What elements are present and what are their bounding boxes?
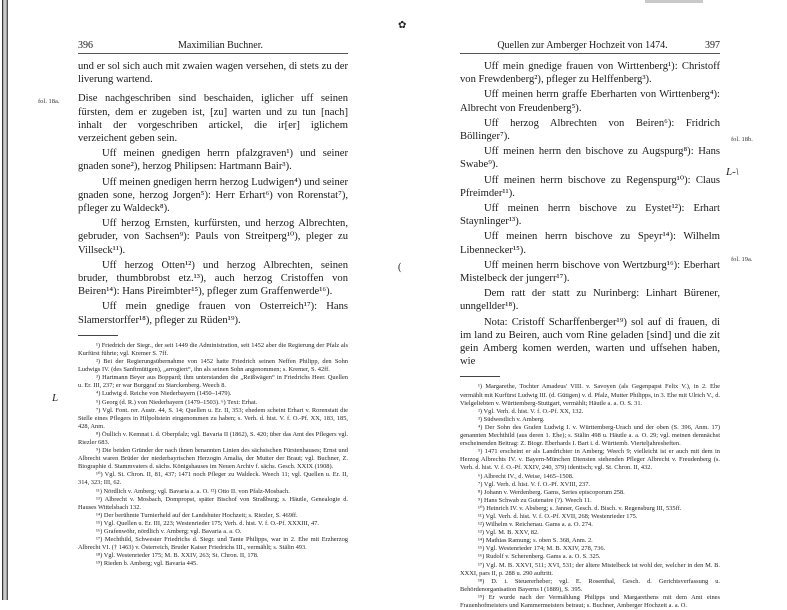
paragraph: Dem ratt der statt zu Nurinberg: Linhart Bürener, unngellder¹⁸). <box>460 288 720 313</box>
footnote: ¹²) Wilhelm v. Reichenau. Gams a. a. O. 274. <box>478 521 593 529</box>
paragraph: Uff meinen herrn bischove zu Eystet¹²): Erhart Staynlinger¹³). <box>460 203 720 228</box>
paragraph: Uff mein gnedige frauen von Wirttenberg¹): Christoff von Frewdenberg²), pfleger zu Helffenberg³). <box>460 61 720 86</box>
left-page <box>78 40 348 568</box>
footnote: ⁷) Vgl. Font. rer. Austr. 44, S. 14; Quellen u. Er. II, 353; ehedem scheint Erhart v. Rorenstatt die Stelle eines Pflegers in Hilpoltstein eingenommen zu haben; s. Verh. d. hist. V. f. O.-Pf. XX, 183, 185, 428, Anm. <box>78 406 348 430</box>
footnote: ⁸) Johann v. Werdenberg. Gams, Series episcoporum 258. <box>478 488 625 496</box>
footnote: ⁴) Der Sohn des Grafen Ludwig I. v. Württemberg-Urach und der oben (S. 396, Anm. 17) genannten Mechthild (aus deren 1. Ehe); s. Stälin 498 u. Häutle a. a. O. 29; vgl. meinen demnächst erscheinenden Beitrag: Z. Biogr. Eberhards I. Bart i. d. Württemb. Vierteljahresheften. <box>460 423 720 448</box>
running-head-title: Quellen zur Amberger Hochzeit von 1474. <box>497 40 668 51</box>
paragraph: Uff meinen gnedigen herrn herzog Ludwigen⁴) und seiner gnaden sone, herzog Jorgen⁵): Herr Erhart⁶) von Rorenstat⁷), pfleger zu Waldeck⁸). <box>78 176 348 215</box>
book-binding-edge <box>2 0 8 600</box>
footnote: ⁷) Vgl. Verh. d. hist. V. f. O.-Pf. XVIII, 237. <box>478 480 590 488</box>
page-number: 396 <box>78 40 93 51</box>
running-head-title: Maximilian Buchner. <box>178 40 263 51</box>
paragraph: Dise nachgeschriben sind beschaiden, iglicher uff seinen fürsten, dem er zugeben ist, [zu] warten und zu tun [nach] inhalt der vorgeschriben artickel, die ir[er] iglichem verzeichent geben sein. <box>78 93 348 145</box>
paragraph: Uff meinen herrn bischove von Wertzburg¹⁶): Eberhart Mistelbeck der jungerr¹⁷). <box>460 259 720 285</box>
footnote: ²) Vgl. Verh. d. hist. V. f. O.-Pf. XX, 132. <box>478 407 584 415</box>
footnote: ⁹) Die beiden Gründer der nach ihnen benannten Linien des sächsischen Fürstenhauses; Ernst und Albrecht waren Brüder der niederbayrischen Herzogin Amalia, der Mutter der Braut; vgl. Buchner, Z. Biographie d. Stammvaters d. sächs. Königshauses im Neuen Archiv f. sächs. Gesch. XXIX (1908). <box>78 447 348 471</box>
body-text <box>78 60 348 327</box>
footnote: ¹⁰) Vgl. St. Chron. II, 81, 437; 1471 noch Pfleger zu Waldeck. Weech 11; vgl. Quellen u. Er. II, 314, 323; III, 62. <box>78 471 348 487</box>
paragraph: Uff meinen herrn bischove zu Regenspurg¹⁰): Claus Pfreimder¹¹). <box>460 174 720 199</box>
footnote: ⁴) Ludwig d. Reiche von Niederbayern (1450–1479). <box>96 390 232 398</box>
folio-margin-note: fol. 18b. <box>731 136 753 143</box>
pencil-annotation: L <box>52 392 59 404</box>
footnote: ¹⁹) Er wurde nach der Vermählung Philipps und Margarethens mit dem Amt eines Frauenhofmeisters und Kammermeisters betraut; s. Buchner, Amberger Hochzeit a. a. O. <box>460 593 720 609</box>
paragraph: Nota: Cristoff Scharffenberger¹⁹) sol auf di frauen, di im land zu Beiren, auch vom Rine geladen [sind] und die zit gein Amberg komen werden, warten und uffsehen haben, wie <box>460 316 720 368</box>
footnote: ¹) Friedrich der Siegr., der seit 1449 die Administration, seit 1452 aber die Regierung der Pfalz als Kurfürst führte; vgl. Kremer S. 7ff. <box>78 341 348 357</box>
footnote: ¹⁴) Mathias Ramung; s. oben S. 368, Anm. 2. <box>478 537 593 545</box>
footnote: ⁹) Hans Schwab zu Gutenaire (?). Weech 11. <box>478 496 592 504</box>
right-page <box>460 40 720 610</box>
footnotes <box>78 342 348 569</box>
footnote: ⁸) Öullich v. Kemnat i. d. Oberpfalz; vgl. Bavaria II (1862), S. 420; über das Amt des Pflegers vgl. Riezler 683. <box>78 430 348 446</box>
footnote: ⁵) Georg (d. R.) von Niederbayern (1479–1503). ⁶) Text: Erhat. <box>96 398 258 406</box>
footnote-rule <box>460 376 500 377</box>
footnote: ¹³) Vgl. M. B. XXV, 82. <box>478 529 539 537</box>
paragraph: Uff mein gnedige frauen von Osterreich¹⁷): Hans Slamerstorffer¹⁸), pfleger zu Rüden¹⁹). <box>78 301 348 326</box>
footnote: ³) Hartmann Beyer aus Boppard; ihm unterstanden die „Reißwägen“ in Friedrichs Heer. Quellen u. Er. III, 237; er war Burggraf zu Starckenberg. Weech 8. <box>78 374 348 390</box>
paragraph: Uff herzog Albrechten von Beiren⁶): Fridrich Böllinger⁷). <box>460 117 720 143</box>
paragraph: Uff meinen herrn den bischove zu Augspurg⁸): Hans Swabe⁹). <box>460 146 720 171</box>
footnote: ¹⁶) Rudolf v. Scherenberg. Gams a. a. O. S. 325. <box>478 553 601 561</box>
footnote: ⁵) 1471 erscheint er als Landrichter in Amberg; Weech 9; vielleicht ist er auch mit dem in Herzog Albrechts IV. v. Bayern-München Diensten stehenden Pfleger Albrecht v. Freudenberg (s. Verh. d. hist. V. f. O.-Pf. XXIV, 240, 379) identisch; vgl. St. Chron. II, 432. <box>460 448 720 472</box>
footnote: ¹³) Albrecht v. Mosbach, Dompropst, später Bischof von Straßburg; s. Häutle, Genealogie d. Hauses Wittelsbach 132. <box>78 495 348 511</box>
footnote: ¹¹) Nördlich v. Amberg; vgl. Bavaria a. a. O. ¹²) Otto II. von Pfalz-Mosbach. <box>96 487 290 495</box>
footnote: ¹⁸) D. i. Steuererheber; vgl. E. Rosenthal, Gesch. d. Gerichtsverfassung u. Behördenorganisation Bayerns I (1889), S. 395. <box>460 577 720 593</box>
footnote: ¹) Margarethe, Tochter Amadeus' VIII. v. Savoyen (als Gegenpapst Felix V.), in 2. Ehe vermählt mit Kurfürst Ludwig III. (d. Gütigen) v. d. Pfalz, Mutter Philipps, in 3. Ehe mit Ulrich V., d. Vielgeliebten v. Württemberg-Stuttgart, vermählt; Häutle a. a. O. S. 31. <box>460 383 720 407</box>
page-number: 397 <box>705 40 720 51</box>
folio-margin-note: fol. 19a. <box>731 256 753 263</box>
paragraph: Uff meinen herrn bischove zu Speyr¹⁴): Wilhelm Libennecker¹⁵). <box>460 231 720 256</box>
footnote: ⁶) Albrecht IV., d. Weise, 1465–1508. <box>478 472 574 480</box>
folio-margin-note: fol. 18a. <box>38 98 60 105</box>
paragraph: Uff meinen gnedigen herrn pfalzgraven¹) und seiner gnaden sone²), herzog Philipsen: Hartmann Bair³). <box>78 148 348 173</box>
footnote: ¹⁷) Mechthild, Schwester Friedrichs d. Siegr. und Tante Philipps, war in 2. Ehe mit Erzherzog Albrecht VI. († 1463) v. Österreich, Bruder Kaiser Friedrichs III., vermählt; s. Stälin 493. <box>78 536 348 552</box>
pencil-annotation: L-\ <box>726 166 739 178</box>
gutter-mark-icon: ✿ <box>398 20 407 31</box>
footnote: ¹⁹) Rieden b. Amberg; vgl. Bavaria 445. <box>96 560 198 568</box>
paragraph: und er sol sich auch mit zwaien wagen versehen, di stets zu der liverung wartend. <box>78 61 348 86</box>
body-text <box>460 60 720 368</box>
running-head <box>78 40 348 54</box>
paragraph: Uff herzog Ernsten, kurfürsten, und herzog Albrechten, gebruder, von Sachsen⁹): Pauls von Streitperg¹⁰), pleger zu Villseck¹¹). <box>78 218 348 256</box>
footnote: ¹⁰) Heinrich IV. v. Absberg; s. Janner, Gesch. d. Bisch. v. Regensburg III, 535ff. <box>478 504 682 512</box>
footnote: ³) Südwestlich v. Amberg. <box>478 415 545 423</box>
footnote: ¹⁴) Der berühmte Turnierheld auf der Landshuter Hochzeit; s. Riezler, S. 469ff. <box>96 511 298 519</box>
footnote: ¹⁷) Vgl. M. B. XXVI, 511; XVI, 531; der ältere Mistelbeck ist wohl der, welcher in den M. B. XXXI, pars II, p. 288 u. 290 auftritt. <box>460 561 720 577</box>
footnote-rule <box>78 335 118 336</box>
footnote: ¹¹) Vgl. Verh. d. hist. V. f. O.-Pf. XVII, 268; Westenrieder 175. <box>478 512 638 520</box>
paragraph: Uff meinen herrn graffe Eberharten von Wirttenberg⁴): Albrecht von Freudenberg⁵). <box>460 89 720 114</box>
gutter-bracket-icon: ( <box>398 262 402 273</box>
footnote: ²) Bei der Regierungsübernahme von 1452 hatte Friedrich seinen Neffen Philipp, den Sohn Ludwigs IV. (des Sanftmütigen), „arrogiert“, ihn als seinen Sohn angenommen; s. Kremer, S. 42ff. <box>78 358 348 374</box>
paragraph: Uff herzog Otten¹²) und herzog Albrechten, seinen bruder, thumbbrobst etz.¹³), auch herzog Cristoffen von Beiren¹⁴): Hans Pireimbter¹⁵), pfleger zum Graffenwerde¹⁶). <box>78 259 348 298</box>
footnote: ¹⁵) Vgl. Westenrieder 174; M. B. XXIV, 278, 736. <box>478 545 606 553</box>
page-tab-marker <box>645 0 703 3</box>
running-head <box>460 40 720 54</box>
footnote: ¹⁸) Vgl. Westenrieder 175; M. B. XXIV, 263; St. Chron. II, 178. <box>96 552 259 560</box>
footnote: ¹⁶) Grafenwöhr, nördlich v. Amberg; vgl. Bavaria a. a. O. <box>96 528 242 536</box>
footnotes <box>460 383 720 610</box>
footnote: ¹⁵) Vgl. Quellen u. Er. III, 223; Westenrieder 175; Verh. d. hist. V. f. O.-Pf. XXXIII, 47. <box>96 519 319 527</box>
